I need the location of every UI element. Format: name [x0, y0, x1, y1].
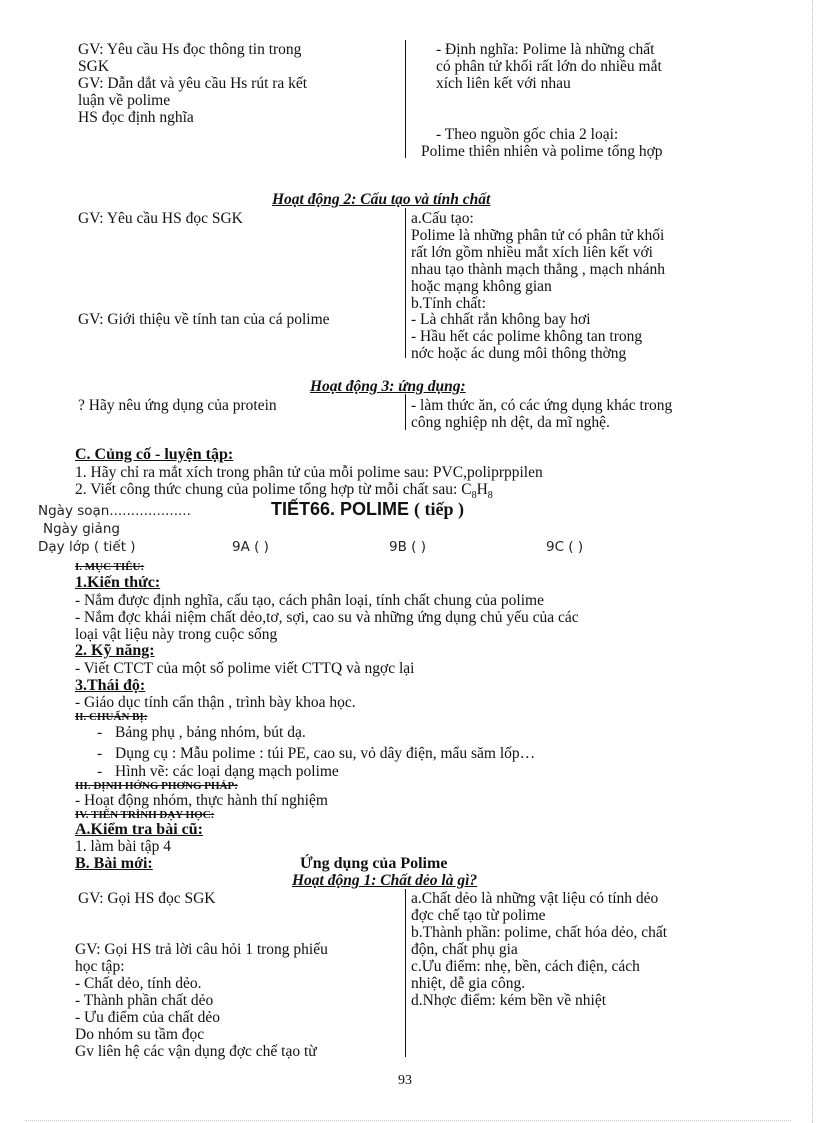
attitude-heading: 3.Thái độ: [75, 677, 146, 694]
consolidation-item-0: 1. Hãy chỉ ra mắt xích trong phân tử của mỗi polime sau: PVC,poliprppilen [75, 464, 543, 481]
class-label: Dạy lớp ( tiết ) [38, 539, 136, 555]
skills-heading: 2. Kỹ năng: [75, 642, 155, 659]
preparation-item-text: Bảng phụ , bảng nhóm, bút dạ. [115, 724, 306, 741]
preparation-item-0 [97, 724, 306, 741]
activity2-title: Hoạt động 2: Cấu tạo và tính chất [272, 191, 491, 208]
page-number: 93 [398, 1073, 412, 1088]
activity1b-left-2: học tập: [75, 958, 125, 975]
bullet-dash: - [97, 763, 103, 780]
class-9c: 9C ( ) [546, 539, 584, 555]
page-bottom-border [25, 1120, 791, 1121]
activity2-right-0: a.Cấu tạo: [411, 210, 474, 227]
lesson-title-text: TIẾT66. POLIME [271, 499, 410, 519]
activity1b-left-5: - Ưu điểm của chất dẻo [75, 1009, 221, 1026]
activity2-right-5: b.Tính chất: [411, 295, 486, 312]
section1-right-0: - Định nghĩa: Polime là những chất [436, 41, 655, 58]
formula-sub-2: 8 [487, 490, 493, 502]
activity1b-right-0: a.Chất dẻo là những vật liệu có tính dẻo [411, 890, 659, 907]
new-lesson-title: Ứng dụng của Polime [300, 855, 448, 872]
objectives-heading: I. MỤC TIÊU: [75, 561, 145, 573]
table-divider [405, 40, 406, 158]
activity2-left-1: GV: Giới thiệu về tính tan của cá polime [78, 311, 330, 328]
check-heading: A.Kiểm tra bài cũ: [75, 821, 203, 838]
formula-mid: H [476, 481, 488, 498]
skills-text: - Viết CTCT của một số polime viết CTTQ và ngợc lại [75, 660, 415, 677]
check-text: 1. làm bài tập 4 [75, 838, 171, 855]
activity2-right-4: hoặc mạng không gian [411, 278, 552, 295]
knowledge-heading: 1.Kiến thức: [75, 574, 161, 591]
activity2-right-3: nhau tạo thành mạch thẳng , mạch nhánh [411, 261, 665, 278]
attitude-text: - Giáo dục tính cẩn thận , trình bày khoa học. [75, 694, 356, 711]
activity2-right-8: nớc hoặc ác dung môi thông thờng [411, 345, 627, 362]
page-right-border [812, 0, 813, 1123]
section1-right-1: có phân tử khối rất lớn do nhiều mắt [436, 58, 662, 75]
activity3-left: ? Hãy nêu ứng dụng của protein [78, 397, 277, 414]
new-lesson-heading: B. Bài mới: [75, 855, 153, 872]
bullet-dash: - [97, 745, 103, 762]
preparation-item-1 [97, 745, 535, 762]
formula-sub-1: 8 [471, 490, 477, 502]
activity1b-left-7: Gv liên hệ các vận dụng đợc chế tạo từ [75, 1043, 317, 1060]
class-9a: 9A ( ) [232, 539, 269, 555]
section1-left-1: SGK [78, 58, 110, 75]
section1-left-4: HS đọc định nghĩa [78, 109, 194, 126]
section1-right-3: - Theo nguồn gốc chia 2 loại: [436, 126, 619, 143]
activity3-right-0: - làm thức ăn, có các ứng dụng khác trong [411, 397, 673, 414]
section1-left-3: luận về polime [78, 92, 171, 109]
method-text: - Hoạt động nhóm, thực hành thí nghiệm [75, 792, 328, 809]
activity2-left-0: GV: Yêu cầu HS đọc SGK [78, 210, 243, 227]
table-divider [405, 889, 406, 1057]
activity1b-left-0: GV: Gọi HS đọc SGK [78, 890, 216, 907]
section1-left-0: GV: Yêu cầu Hs đọc thông tin trong [78, 41, 302, 58]
activity1b-left-4: - Thành phần chất dẻo [75, 992, 214, 1009]
activity1b-right-4: c.Ưu điểm: nhẹ, bền, cách điện, cách [411, 958, 640, 975]
bullet-dash: - [97, 724, 103, 741]
activity1b-right-1: đợc chế tạo từ polime [411, 907, 546, 924]
activity3-right-1: công nghiệp nh dệt, da mĩ nghệ. [411, 414, 610, 431]
activity2-right-7: - Hầu hết các polime không tan trong [411, 328, 643, 345]
activity1b-right-5: nhiệt, dễ gia công. [411, 975, 526, 992]
method-heading: III. ĐỊNH HỚNG PHƠNG PHÁP: [75, 780, 238, 792]
activity1b-right-3: độn, chất phụ gia [411, 941, 518, 958]
activity1b-left-6: Do nhóm su tầm đọc [75, 1026, 205, 1043]
date-taught: Ngày giảng [43, 521, 120, 537]
date-prepared: Ngày soạn................... [38, 503, 191, 519]
procedure-heading: IV. TIẾN TRÌNH DẠY HỌC: [75, 809, 215, 821]
activity2-right-2: rất lớn gồm nhiều mắt xích liên kết với [411, 244, 653, 261]
section1-right-4: Polime thiên nhiên và polime tổng hợp [421, 143, 663, 160]
activity2-right-6: - Là chhất rắn không bay hơi [411, 311, 591, 328]
consolidation-item-1-text: 2. Viết công thức chung của polime tổng hợp từ mỗi chất sau: C [75, 481, 472, 498]
activity1b-left-3: - Chất dẻo, tính dẻo. [75, 975, 202, 992]
knowledge-0: - Nắm được định nghĩa, cấu tạo, cách phân loại, tính chất chung của polime [75, 592, 544, 609]
preparation-heading: II. CHUẨN BỊ: [75, 711, 148, 723]
table-divider [405, 394, 406, 430]
activity1b-title: Hoạt động 1: Chất dẻo là gì? [292, 872, 478, 889]
table-divider [405, 208, 406, 358]
class-9b: 9B ( ) [389, 539, 426, 555]
activity1b-right-6: d.Nhợc điểm: kém bền về nhiệt [411, 992, 607, 1009]
activity2-right-1: Polime là những phân tử có phân tử khối [411, 227, 665, 244]
lesson-title [271, 499, 464, 520]
activity1b-left-1: GV: Gọi HS trả lời câu hỏi 1 trong phiếu [75, 941, 328, 958]
preparation-item-text: Dụng cụ : Mẫu polime : túi PE, cao su, vỏ dây điện, mẩu săm lốp… [115, 745, 536, 762]
preparation-item-2 [97, 763, 339, 780]
section1-left-2: GV: Dẫn dắt và yêu cầu Hs rút ra kết [78, 75, 308, 92]
knowledge-2: loại vật liệu này trong cuộc sống [75, 626, 278, 643]
lesson-title-suffix: ( tiếp ) [414, 499, 465, 519]
section1-right-2: xích liên kết với nhau [436, 75, 571, 92]
activity3-title: Hoạt động 3: ứng dụng: [310, 378, 466, 395]
activity1b-right-2: b.Thành phần: polime, chất hóa dẻo, chất [411, 924, 668, 941]
knowledge-1: - Nắm đợc khái niệm chất dẻo,tơ, sợi, cao su và những ứng dụng chủ yếu của các [75, 609, 579, 626]
consolidation-heading: C. Củng cố - luyện tập: [75, 446, 234, 463]
preparation-item-text: Hình vẽ: các loại dạng mạch polime [115, 763, 339, 780]
